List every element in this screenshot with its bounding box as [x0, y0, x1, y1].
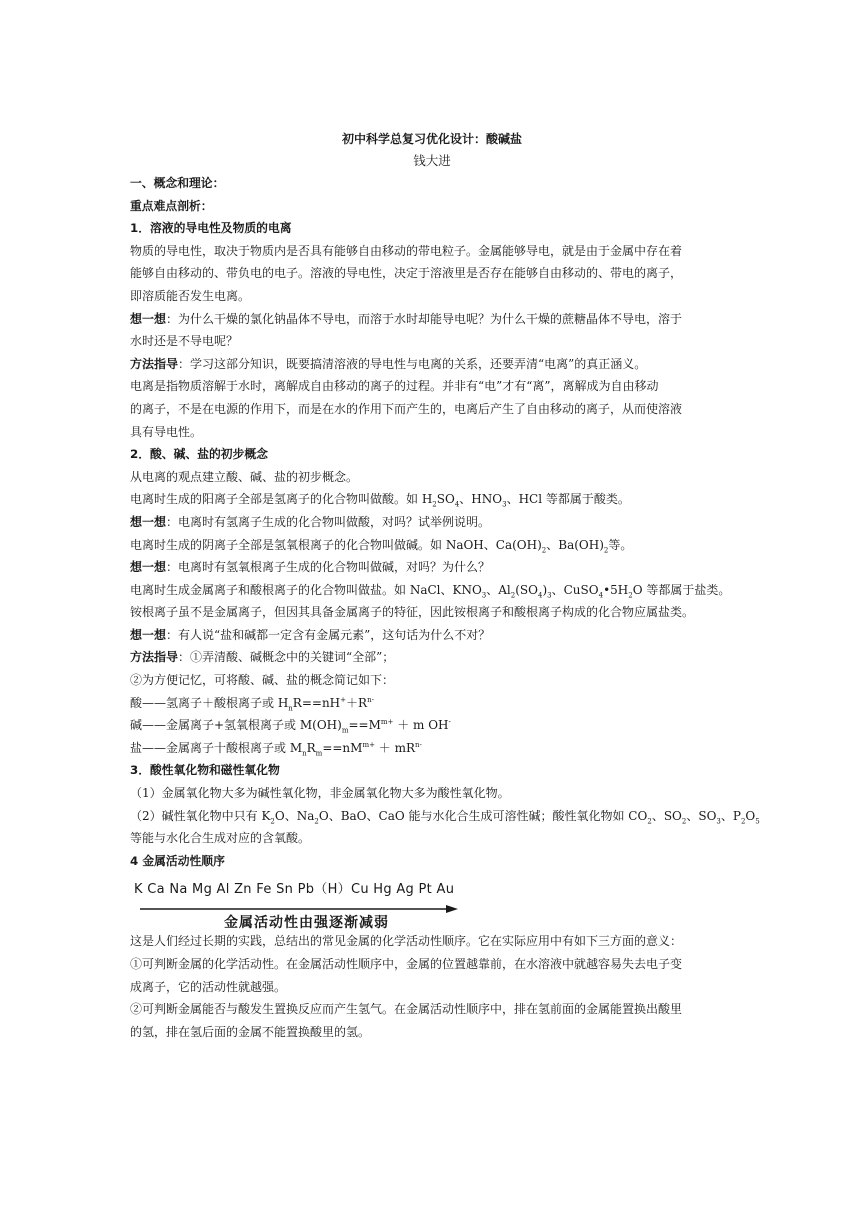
topic-heading: 1．溶液的导电性及物质的电离 [130, 221, 292, 236]
method-guide: 方法指导：①弄清酸、碱概念中的关键词“全部”； [130, 650, 395, 665]
paragraph-line: （1）金属氧化物大多为碱性氧化物，非金属氧化物大多为酸性氧化物。 [130, 786, 510, 801]
paragraph-line: 的离子，不是在电源的作用下，而是在水的作用下而产生的，电离后产生了自由移动的离子，从而使溶液 [130, 401, 683, 416]
base-formula: 碱——金属离子+氢氧根离子或 $M(OH)_m==M^{m+} + m$ OH- [130, 718, 451, 735]
method-label: 方法指导 [130, 650, 179, 665]
salt-formula: 盐——金属离子十酸根离子或 $M_nR_m==nM^{m+} + mR^{n-}$ [130, 740, 422, 758]
paragraph-line: 从电离的观点建立酸、碱、盐的初步概念。 [130, 469, 359, 484]
topic-heading: 4 金属活动性顺序 [130, 853, 225, 868]
method-label: 方法指导 [130, 356, 179, 371]
activity-series-figure [130, 876, 734, 930]
think-question: 想一想：有人说“盐和碱都一定含有金属元素”，这句话为什么不对？ [130, 627, 491, 642]
paragraph-line: 物质的导电性，取决于物质内是否具有能够自由移动的带电粒子。金属能够导电，就是由于金属中存在着 [130, 243, 683, 258]
section-heading: 一、概念和理论： [130, 176, 225, 190]
paragraph-line: ②为方便记忆，可将酸、碱、盐的概念简记如下： [130, 673, 395, 688]
think-label: 想一想 [130, 311, 167, 326]
paragraph-line: 成离子，它的活动性就越强。 [130, 979, 287, 994]
think-label: 想一想 [130, 560, 167, 575]
subsection-heading: 重点难点剖析： [130, 198, 213, 213]
think-question: 想一想：电离时有氢氧根离子生成的化合物叫做碱，对吗？为什么？ [130, 560, 491, 575]
acid-formula: 酸——氢离子＋酸根离子或 $H_nR==nH^++R^{n-}$ [130, 695, 374, 713]
acid-definition: 电离时生成的阳离子全部是氢离子的化合物叫做酸。如 $H_2SO_4$、$HNO_3$、HCl 等都属于酸类。 [130, 492, 630, 509]
document-author: 钱大进 [413, 153, 451, 168]
think-label: 想一想 [130, 514, 167, 529]
topic-heading: 3．酸性氧化物和磁性氧化物 [130, 763, 280, 778]
paragraph-line: 水时还是不导电呢？ [130, 334, 239, 349]
document-page [130, 128, 760, 1043]
activity-series-text: K Ca Na Mg Al Zn Fe Sn Pb（H）Cu Hg Ag Pt Au [134, 882, 455, 898]
think-question: 想一想：为什么干燥的氯化钠晶体不导电，而溶于水时却能导电呢？为什么干燥的蔗糖晶体不导电，溶于 [130, 311, 683, 326]
paragraph-line: 具有导电性。 [130, 424, 203, 439]
base-definition: 电离时生成的阴离子全部是氢氧根离子的化合物叫做碱。如 NaOH、$Ca(OH)_2$、$Ba(OH)_2$等。 [130, 537, 633, 554]
think-question: 想一想：电离时有氢离子生成的化合物叫做酸，对吗？试举例说明。 [130, 514, 491, 529]
paragraph-line: 的氢，排在氢后面的金属不能置换酸里的氢。 [130, 1024, 371, 1039]
document-title: 初中科学总复习优化设计：酸碱盐 [341, 132, 522, 146]
think-label: 想一想 [130, 627, 167, 642]
paragraph-line: 等能与水化合生成对应的含氧酸。 [130, 831, 311, 846]
paragraph-line: 这是人们经过长期的实践，总结出的常见金属的化学活动性顺序。它在实际应用中有如下三方面的意义： [130, 934, 683, 949]
paragraph-line: 能够自由移动的、带负电的电子。溶液的导电性，决定于溶液里是否存在能够自由移动的、带电的离子， [130, 266, 683, 281]
paragraph-line: ②可判断金属能否与酸发生置换反应而产生氢气。在金属活动性顺序中，排在氢前面的金属能置换出酸里 [130, 1002, 683, 1017]
paragraph-line: 即溶质能否发生电离。 [130, 288, 251, 303]
paragraph-line: 电离是指物质溶解于水时，离解成自由移动的离子的过程。并非有“电”才有“离”，离解成为自由移动 [130, 379, 659, 394]
paragraph-line: 铵根离子虽不是金属离子，但因其具备金属离子的特征，因此铵根离子和酸根离子构成的化合物应属盐类。 [130, 605, 695, 620]
paragraph-line: （2）碱性氧化物中只有 $K_2O$、$Na_2O$、BaO、CaO 能与水化合生成可溶性碱；酸性氧化物如 $CO_2$、$SO_2$、$SO_3$、$P_2O_5$ [130, 808, 760, 826]
topic-heading: 2．酸、碱、盐的初步概念 [130, 447, 268, 462]
method-guide: 方法指导：学习这部分知识，既要搞清溶液的导电性与电离的关系，还要弄清“电离”的真正涵义。 [130, 356, 647, 371]
salt-definition: 电离时生成金属离子和酸根离子的化合物叫做盐。如 NaCl、$KNO_3$、$Al_2(SO_4)_3$、$CuSO_4•5H_2O$ 等都属于盐类。 [130, 582, 731, 600]
activity-series-caption: 金属活动性由强逐渐减弱 [224, 915, 389, 932]
paragraph-line: ①可判断金属的化学活动性。在金属活动性顺序中，金属的位置越靠前，在水溶液中就越容易失去电子变 [130, 957, 683, 971]
